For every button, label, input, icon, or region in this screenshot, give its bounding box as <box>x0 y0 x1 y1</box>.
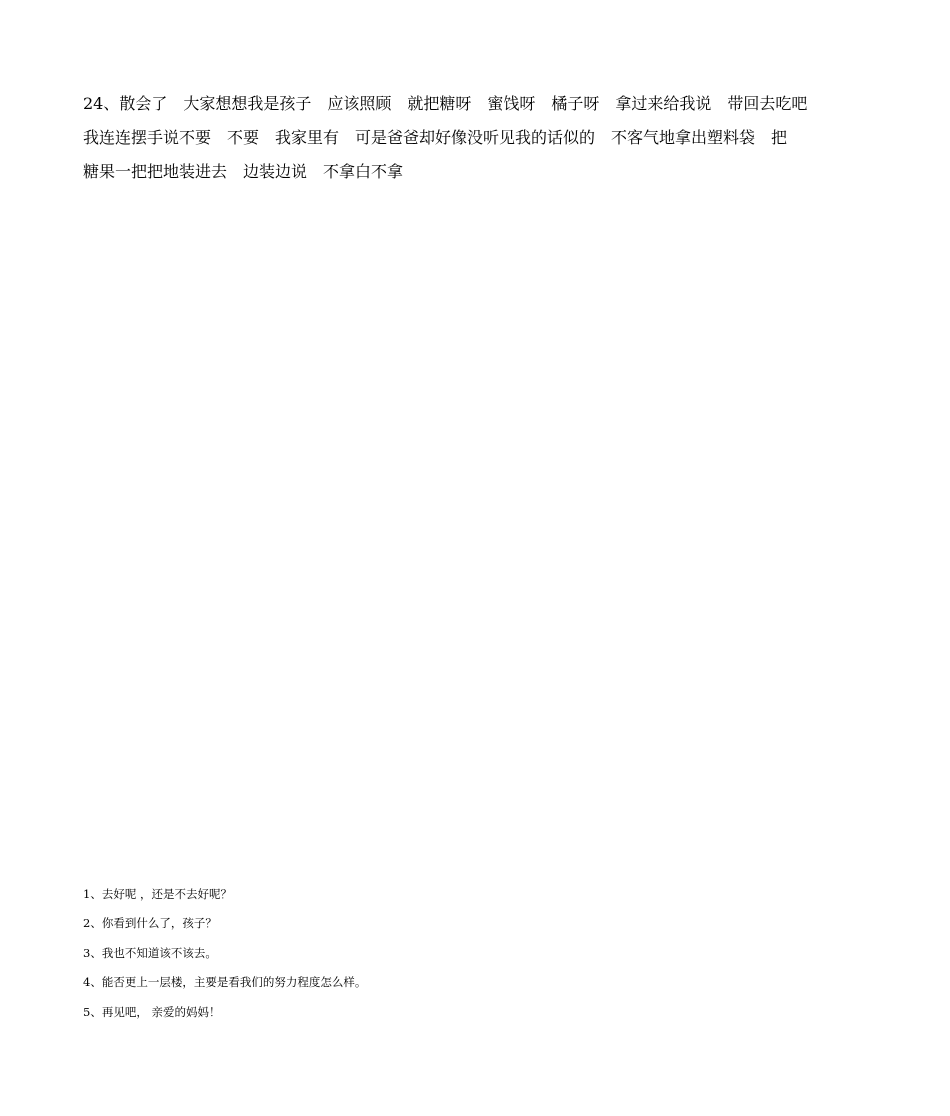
sentence-item: 5、再见吧， 亲爱的妈妈！ <box>83 1004 221 1019</box>
sentence-item: 1、去好呢 ，还是不去好呢？ <box>83 887 232 901</box>
paragraph-line: 我连连摆手说不要 不要 我家里有 可是爸爸却好像没听见我的话似的 不客气地拿出塑料袋 把 <box>83 128 788 147</box>
sentence-item: 4、能否更上一层楼，主要是看我们的努力程度怎么样。 <box>83 975 367 990</box>
exercise-24-paragraph <box>83 87 873 189</box>
sentence-list <box>83 880 366 1027</box>
paragraph-line: 糖果一把把地装进去 边装边说 不拿白不拿 <box>83 162 404 181</box>
paragraph-line: 24、散会了 大家想想我是孩子 应该照顾 就把糖呀 蜜饯呀 橘子呀 拿过来给我说 带回去吃吧 <box>83 94 808 113</box>
sentence-item: 2、你看到什么了，孩子？ <box>83 916 217 931</box>
sentence-item: 3、我也不知道该不该去。 <box>83 945 217 960</box>
